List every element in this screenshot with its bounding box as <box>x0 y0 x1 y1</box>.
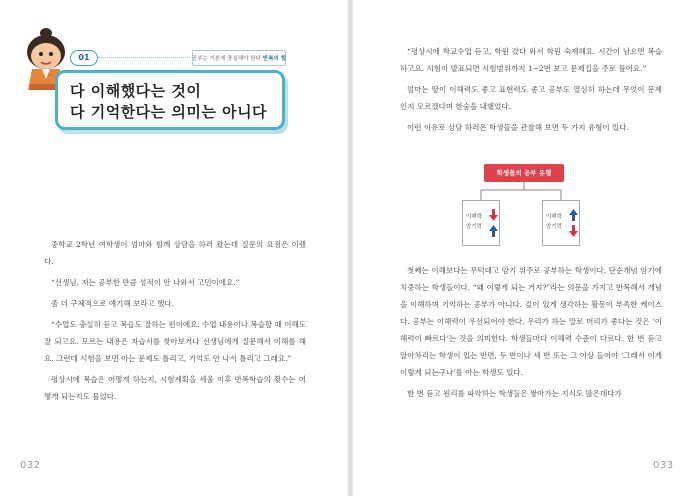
paragraph: 평상시에 복습은 어떻게 하는지, 시험계획을 세울 이후 반복학습의 횟수는 어떻게 되는지도 물었다. <box>44 375 306 401</box>
arrow-down-icon <box>569 225 578 237</box>
study-type-card-2 <box>542 200 580 246</box>
paragraph: 엄마는 딸이 이해력도 좋고 표현력도 좋고 공부도 열심히 하는데 무엇이 문제인지 모르겠다며 한숨을 내뱉었다. <box>400 85 662 111</box>
arrow-up-icon <box>569 209 578 221</box>
series-tag-emphasis: 반복의 힘 <box>262 56 287 62</box>
card-label-memory: 암기력 <box>546 224 562 230</box>
arrow-down-icon <box>489 209 498 221</box>
paragraph: 첫째는 이해보다는 무턱대고 암기 위주로 공부하는 학생이다. 단순개념 암기에 치중하는 학생들이다. “왜 이렇게 되는 거지?”라는 의문을 가지고 반복해서 개념을 이해하며 기억하는 공부가 아니다. 깊이 있게 생각하는 활동이 부족한 케이스다. 공부는 이해력이 우선되어야 한다. 우리가 하는 말로 머리가 좋다는 것은 ‘이해력이 빠르다’는 것을 의미한다. 학생들마다 이해력 수준이 다르다. 한 번 듣고 알아차리는 학생이 있는 반면, 두 번이나 세 번 또는 그 이상 들어야 ‘그래서 이게 이렇게 되는구나’를 아는 학생도 있다. <box>400 266 662 377</box>
card-label-memory: 암기력 <box>466 224 482 230</box>
paragraph: “수업도 충실히 듣고 복습도 잘하는 편이에요. 수업 내용이나 복습할 때 이해도 잘 되고요. 모르는 내용은 자습서를 찾아보거나 선생님에게 질문해서 이해를 해요. 그런데 시험을 보면 아는 문제도 틀리고, 기억도 안 나서 틀리고 그래요.” <box>44 320 306 363</box>
chapter-divider <box>98 57 190 58</box>
left-page <box>0 0 349 496</box>
paragraph: “선생님, 저는 공부한 만큼 성적이 안 나와서 고민이에요.” <box>51 278 240 287</box>
left-body-text <box>44 236 306 409</box>
paragraph: 중학교 2학년 여학생이 엄마와 함께 상담을 하러 왔는데 질문의 요점은 이랬다. <box>44 240 306 266</box>
chapter-number-badge: 01 <box>70 50 98 66</box>
card-label-comprehension: 이해력 <box>546 214 562 220</box>
chapter-title-box <box>55 70 285 130</box>
arrow-up-icon <box>489 225 498 237</box>
paragraph: “평상시에 학교수업 듣고, 학원 갔다 와서 학원 숙제해요. 시간이 남으면 복습하고요. 시험이 발표되면 시험범위까지 1~2번 보고 문제집을 주로 풀어요.” <box>400 47 662 73</box>
page-number-left: 032 <box>20 460 41 471</box>
right-body-text-top <box>400 43 662 140</box>
diagram-title: 학생들의 공부 유형 <box>484 164 564 182</box>
series-tag <box>192 50 286 66</box>
chapter-title-line-1: 다 이해했다는 것이 <box>70 82 202 100</box>
paragraph: 이런 이유로 상담 하러온 학생들을 관찰해 보면 두 가지 유형이 있다. <box>407 123 629 132</box>
study-type-card-1 <box>462 200 500 246</box>
book-gutter <box>346 0 354 496</box>
paragraph: 좀 더 구체적으로 얘기해 보라고 했다. <box>51 299 174 308</box>
chapter-title-line-2: 다 기억한다는 의미는 아니다 <box>70 103 268 121</box>
card-label-comprehension: 이해력 <box>466 214 482 220</box>
study-type-diagram <box>458 164 608 252</box>
page-number-right: 033 <box>653 460 674 471</box>
paragraph: 한 번 듣고 원리를 파악하는 학생들은 쌓아가는 지식도 많은데다가 <box>407 389 622 398</box>
series-tag-prefix: 공부는 기본에 충실해야 한다 <box>191 56 261 62</box>
right-body-text-bottom <box>400 262 662 406</box>
